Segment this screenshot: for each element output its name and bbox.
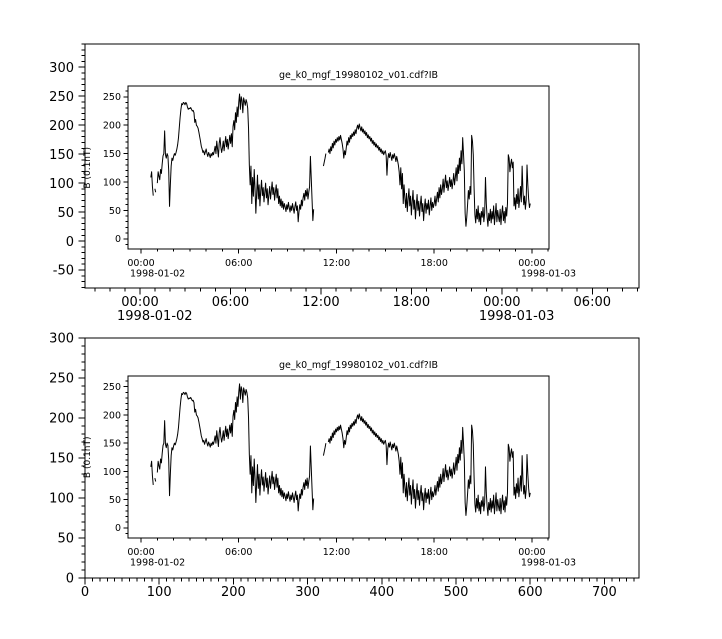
- x-tick-label: 300: [295, 585, 321, 600]
- y-tick-label: 250: [49, 89, 74, 105]
- inner-y-axis-label: B (0.1nT): [83, 146, 93, 189]
- y-tick-label: 0: [65, 234, 74, 250]
- inner-x-date-label: 1998-01-03: [520, 268, 577, 280]
- inner-y-tick-label: 200: [102, 410, 121, 422]
- inner-plot-box-bottom[interactable]: [128, 376, 549, 538]
- x-tick-label: 00:00: [483, 295, 521, 310]
- inner-x-tick-label: 12:00: [322, 258, 351, 269]
- inner-x-date-label: 1998-01-02: [130, 557, 186, 569]
- y-tick-label: 100: [49, 491, 74, 507]
- x-tick-label: 700: [592, 585, 617, 600]
- inner-y-tick-label: 0: [114, 523, 121, 535]
- inner-y-tick-label: 0: [114, 234, 121, 246]
- x-tick-label: 12:00: [302, 295, 340, 310]
- x-tick-label: 200: [220, 585, 246, 600]
- inner-y-tick-label: 250: [102, 92, 121, 104]
- inner-x-tick-label: 00:00: [518, 547, 546, 558]
- x-tick-label: 500: [443, 585, 469, 600]
- inner-plot-title: ge_k0_mgf_19980102_v01.cdf?IB: [278, 70, 439, 81]
- y-tick-label: 150: [49, 147, 74, 163]
- x-tick-label: 0: [80, 585, 90, 600]
- y-tick-label: 150: [49, 451, 74, 467]
- inner-x-tick-label: 18:00: [420, 258, 448, 269]
- y-tick-label: 0: [65, 571, 74, 587]
- y-tick-label: 300: [49, 60, 74, 76]
- inner-x-tick-label: 18:00: [420, 547, 448, 558]
- y-tick-label: 50: [57, 531, 74, 547]
- inner-y-tick-label: 50: [108, 205, 121, 217]
- y-tick-label: 100: [49, 176, 74, 192]
- x-tick-label: 100: [146, 585, 172, 600]
- data-curve-IB-top: [151, 94, 530, 226]
- inner-y-tick-label: 150: [102, 148, 121, 160]
- inner-x-tick-label: 06:00: [225, 258, 253, 269]
- y-tick-label: 200: [49, 118, 74, 134]
- inner-y-tick-label: 200: [102, 120, 121, 132]
- inner-x-tick-label: 00:00: [127, 258, 155, 269]
- y-tick-label: 200: [49, 411, 74, 427]
- y-tick-label: 250: [49, 371, 74, 387]
- x-date-label: 1998-01-02: [117, 309, 193, 324]
- outer-plot-box-bottom[interactable]: [85, 338, 639, 578]
- x-date-label: 1998-01-03: [478, 309, 555, 324]
- y-tick-label: 300: [49, 331, 74, 347]
- y-tick-label: 50: [57, 205, 74, 221]
- inner-y-tick-label: 100: [102, 466, 121, 478]
- data-curve-IB-bottom: [151, 384, 530, 516]
- x-tick-label: 06:00: [211, 295, 250, 310]
- inner-x-date-label: 1998-01-03: [520, 557, 577, 569]
- x-tick-label: 00:00: [121, 295, 159, 310]
- x-tick-label: 400: [369, 585, 395, 600]
- inner-y-tick-label: 50: [108, 495, 121, 507]
- x-tick-label: 18:00: [392, 295, 431, 310]
- inner-x-tick-label: 00:00: [127, 547, 155, 558]
- inner-y-tick-label: 250: [102, 382, 121, 394]
- inner-x-date-label: 1998-01-02: [130, 268, 186, 280]
- inner-x-tick-label: 00:00: [518, 258, 546, 269]
- inner-x-tick-label: 12:00: [322, 547, 351, 558]
- inner-x-tick-label: 06:00: [225, 547, 253, 558]
- inner-y-axis-label: B (0.1nT): [83, 436, 93, 479]
- inner-plot-box-top[interactable]: [128, 86, 549, 249]
- x-tick-label: 06:00: [573, 295, 612, 310]
- inner-plot-title: ge_k0_mgf_19980102_v01.cdf?IB: [278, 360, 439, 371]
- y-tick-label: -50: [52, 263, 74, 279]
- inner-y-tick-label: 150: [102, 438, 121, 450]
- x-tick-label: 600: [517, 585, 543, 600]
- inner-y-tick-label: 100: [102, 177, 121, 189]
